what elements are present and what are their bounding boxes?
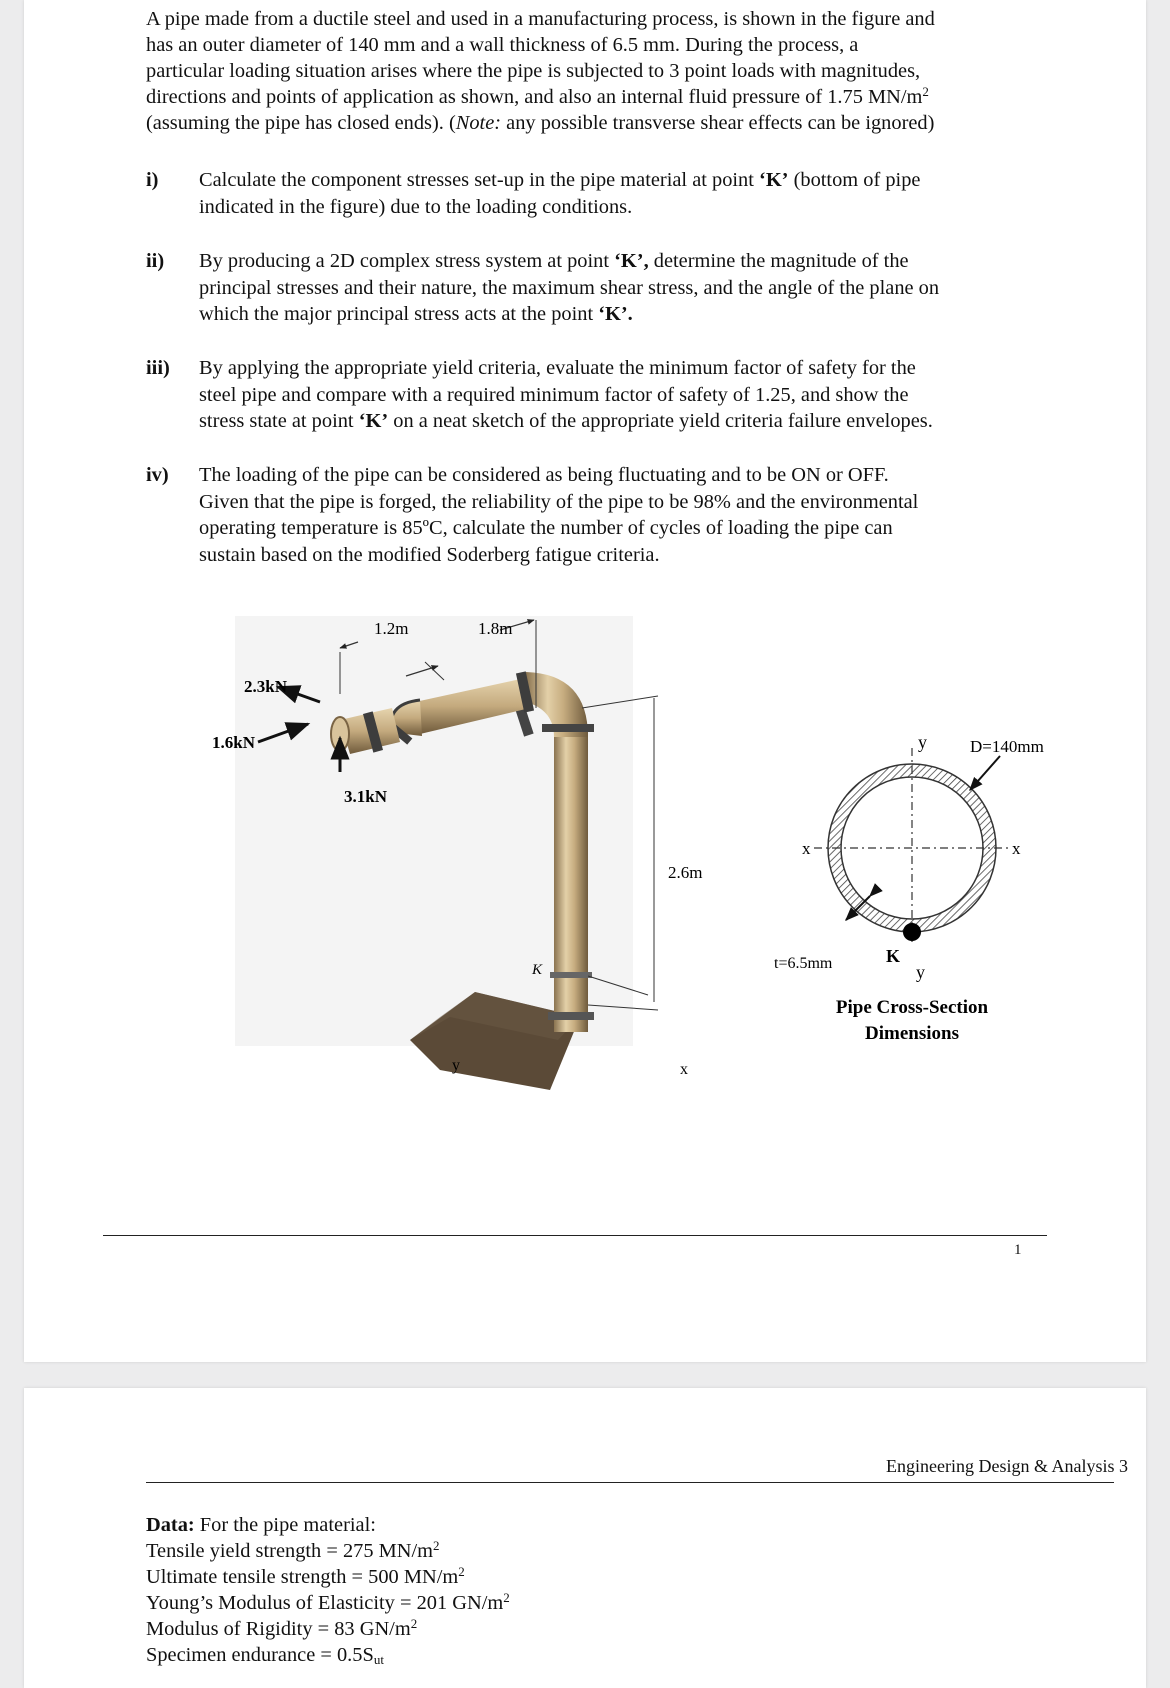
- point-k-label: K: [532, 962, 543, 978]
- load-label: 3.1kN: [344, 787, 387, 806]
- intro-line: directions and points of application as shown, and also an internal fluid pressure of 1.75 $MN/m^2$: [146, 84, 929, 108]
- question-number: ii): [146, 250, 165, 272]
- data-rigidity: Modulus of Rigidity = 83 $GN/m^2$: [146, 1616, 418, 1640]
- data-endurance: Specimen endurance = $0.5S_{ut}$: [146, 1644, 384, 1667]
- axis-label: y: [918, 732, 927, 752]
- intro-line: has an outer diameter of 140 mm and a wall thickness of 6.5 mm. During the process, a: [146, 34, 859, 56]
- page-number: 1: [1014, 1242, 1022, 1258]
- dim-label: 2.6m: [668, 863, 703, 882]
- data-tensile-yield: Tensile yield strength = 275 $MN/m^2$: [146, 1538, 440, 1562]
- document-page-1: A pipe made from a ductile steel and used in a manufacturing process, is shown in the figure and has an outer diameter of 140 mm and a wall thickness of 6.5 mm. During the process, a particular loading situation arises where the pipe is subjected to 3 point loads with magnitudes, directions and points of application as shown, and also an internal fluid pressure of 1.75 $MN/m^2$ (assuming the pipe has closed ends). (Note: any possible transverse shear effects can be ignored) i) Calculate the component stresses set-up in the pipe material at point ‘K’ (bottom of pipe indicated in the figure) due to the loading conditions. ii) By producing a 2D complex stress system at point ‘K’, determine the magnitude of the principal stresses and their nature, the maximum shear stress, and the angle of the plane on which the major principal stress acts at the point ‘K’. iii) By applying the appropriate yield criteria, evaluate the minimum factor of safety for the steel pipe and compare with a required minimum factor of safety of 1.25, and show the stress state at point ‘K’ on a neat sketch of the appropriate yield criteria failure envelopes. iv) The loading of the pipe can be considered as being fluctuating and to be ON or OFF. Given that the pipe is forged, the reliability of the pipe to be 98% and the environmental operating temperature is 85ºC, calculate the number of cycles of loading the pipe can sustain based on the modified Soderberg fatigue criteria. 1.2m 1.8m 2.3kN 1.6kN 3.1kN 2.6m K y x y D=140mm x x t=6.5mm K y Pipe Cross-Section Dimensions 1: [24, 0, 1146, 1362]
- point-k-marker: [903, 923, 921, 941]
- load-label: 2.3kN: [244, 677, 287, 696]
- header-rule: [146, 1482, 1114, 1483]
- caption: Pipe Cross-Section: [835, 997, 989, 1018]
- data-ultimate: Ultimate tensile strength = 500 $MN/m^2$: [146, 1564, 465, 1588]
- axis-label: x: [680, 1061, 688, 1078]
- axis-label: x: [802, 839, 811, 858]
- axis-label: y: [916, 962, 925, 982]
- axis-label: x: [1012, 839, 1021, 858]
- vertical-pipe: [554, 732, 588, 1032]
- diameter-label: D=140mm: [970, 737, 1044, 756]
- axis-label: y: [452, 1057, 460, 1074]
- footer-rule: [103, 1235, 1047, 1236]
- question-number: i): [146, 169, 159, 191]
- cross-section-figure: [744, 728, 1064, 1048]
- intro-line: A pipe made from a ductile steel and used in a manufacturing process, is shown in the figure and: [146, 8, 935, 30]
- document-page-2: [24, 1388, 1146, 1688]
- running-header: Engineering Design & Analysis 3: [886, 1456, 1128, 1476]
- load-label: 1.6kN: [212, 733, 255, 752]
- dim-label: 1.2m: [374, 619, 409, 638]
- intro-line: (assuming the pipe has closed ends). (Note: any possible transverse shear effects can be ignored): [146, 112, 935, 134]
- question-number: iv): [146, 464, 169, 486]
- pipe-figure: [170, 612, 710, 1092]
- data-heading: Data: For the pipe material:: [146, 1514, 376, 1536]
- caption: Dimensions: [865, 1023, 959, 1044]
- dim-label: 1.8m: [478, 619, 513, 638]
- data-youngs: Young’s Modulus of Elasticity = 201 $GN/m^2$: [146, 1590, 510, 1614]
- intro-line: particular loading situation arises where the pipe is subjected to 3 point loads with magnitudes,: [146, 60, 921, 82]
- k-label: K: [886, 946, 901, 966]
- thickness-label: t=6.5mm: [774, 955, 833, 972]
- question-number: iii): [146, 357, 170, 379]
